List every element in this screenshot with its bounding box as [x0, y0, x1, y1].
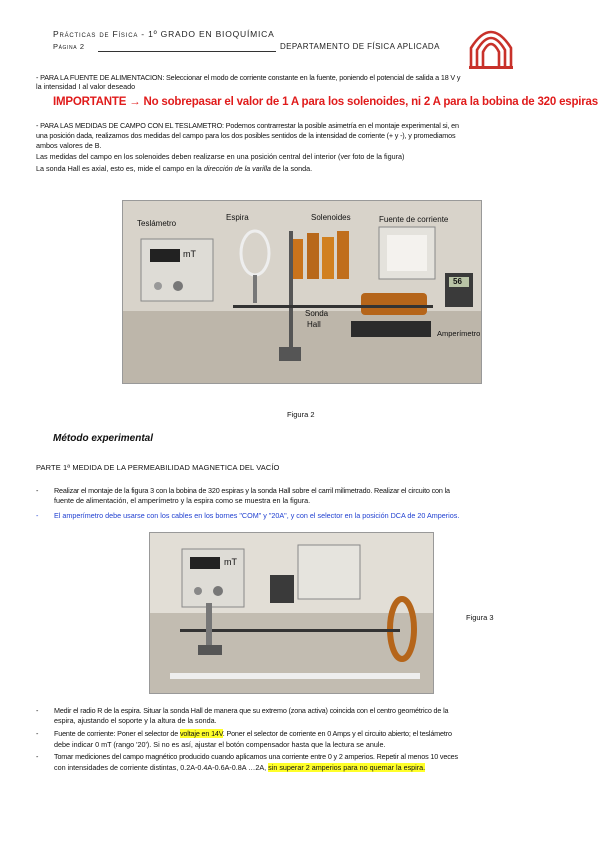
bullet-dash: -	[36, 486, 39, 495]
figure-3-caption: Figura 3	[466, 613, 494, 622]
bullet-dash: -	[36, 706, 39, 715]
bullet-5-line-2: con intensidades de corriente distintas, 0.2A-0.4A-0.6A-0.8A …2A, sin superar 2 amperios para no quemar la espira.	[54, 763, 426, 772]
header-title: Prácticas de Física - 1º GRADO EN BIOQUÍMICA	[53, 29, 275, 39]
label-amperimetro: Amperímetro	[437, 329, 481, 338]
highlight-sin-superar: sin superar 2 amperios para no quemar la espira.	[268, 763, 426, 772]
university-logo	[467, 22, 515, 70]
teslameter-unit-fig3: mT	[224, 557, 237, 567]
bullet-3-line-1: Medir el radio R de la espira. Situar la sonda Hall de manera que su extremo (zona activa) coincida con el centro geométrico de la	[54, 706, 449, 715]
page-number: Página 2	[53, 42, 85, 51]
fuente-line-1: - PARA LA FUENTE DE ALIMENTACION: Seleccionar el modo de corriente constante en la fuente, poniendo el potencial de salida a 18 V y	[36, 73, 461, 82]
fuente-line-2: la intensidad I al valor deseado	[36, 82, 136, 91]
label-teslametro: Teslámetro	[137, 219, 177, 228]
bullet-dash: -	[36, 752, 39, 761]
bullet-1-line-2: fuente de alimentación, el amperímetro y la espira como se muestra en la figura.	[54, 496, 311, 505]
figure-3-photo	[149, 532, 434, 694]
bullet-5-line-1: Tomar mediciones del campo magnético producido cuando aplicamos una corriente entre 0 y 2 amperios. Repetir al menos 10 veces	[54, 752, 458, 761]
header-rule	[98, 51, 276, 52]
label-espira: Espira	[226, 213, 249, 222]
label-sonda: Sonda	[305, 309, 329, 318]
label-solenoides: Solenoides	[311, 213, 351, 222]
campo-line-2: una posición dada, realizamos dos medidas del campo para los dos posibles sentidos de la intensidad de corriente (+ y -), y promediamos	[36, 131, 456, 140]
figure-2-photo	[122, 200, 482, 384]
label-fuente: Fuente de corriente	[379, 215, 449, 224]
department-name: DEPARTAMENTO DE FÍSICA APLICADA	[280, 42, 440, 51]
part-1-title: PARTE 1ª MEDIDA DE LA PERMEABILIDAD MAGNETICA DEL VACÍO	[36, 463, 280, 472]
bullet-dash: -	[36, 511, 39, 520]
highlight-voltaje: voltaje en 14V	[179, 729, 223, 738]
bullet-dash: -	[36, 729, 39, 738]
bullet-3-line-2: espira, ajustando el soporte y la altura de la sonda.	[54, 716, 217, 725]
campo-line-4: Las medidas del campo en los solenoides deben realizarse en una posición central del interior (ver foto de la figura)	[36, 152, 405, 161]
bullet-2: El amperímetro debe usarse con los cables en los bornes "COM" y "20A", y con el selector en la posición DCA de 20 Amperios.	[54, 511, 460, 520]
ammeter-reading: 56	[453, 277, 462, 286]
campo-line-1: - PARA LAS MEDIDAS DE CAMPO CON EL TESLAMETRO: Podemos contrarrestar la posible asimetría en el montaje experimental si, en	[36, 121, 459, 130]
important-warning: IMPORTANTE → No sobrepasar el valor de 1 A para los solenoides, ni 2 A para la bobina de 320 espiras	[53, 96, 598, 108]
teslameter-unit: mT	[183, 249, 196, 259]
bullet-4-line-1: Fuente de corriente: Poner el selector de voltaje en 14V. Poner el selector de corriente en 0 Amps y el circuito abierto; el teslámetro	[54, 729, 452, 738]
label-hall: Hall	[307, 320, 321, 329]
figure-2-caption: Figura 2	[287, 410, 315, 419]
bullet-1-line-1: Realizar el montaje de la figura 3 con la bobina de 320 espiras y la sonda Hall sobre el carril milimetrado. Realizar el circuito con la	[54, 486, 450, 495]
campo-line-3: ambos valores de B.	[36, 141, 102, 150]
campo-line-5: La sonda Hall es axial, esto es, mide el campo en la dirección de la varilla de la sonda.	[36, 164, 313, 173]
section-title: Método experimental	[53, 433, 154, 444]
bullet-4-line-2: debe indicar 0 mT (rango '20'). Si no es así, ajustar el botón compensador hasta que la lectura se anule.	[54, 740, 386, 749]
